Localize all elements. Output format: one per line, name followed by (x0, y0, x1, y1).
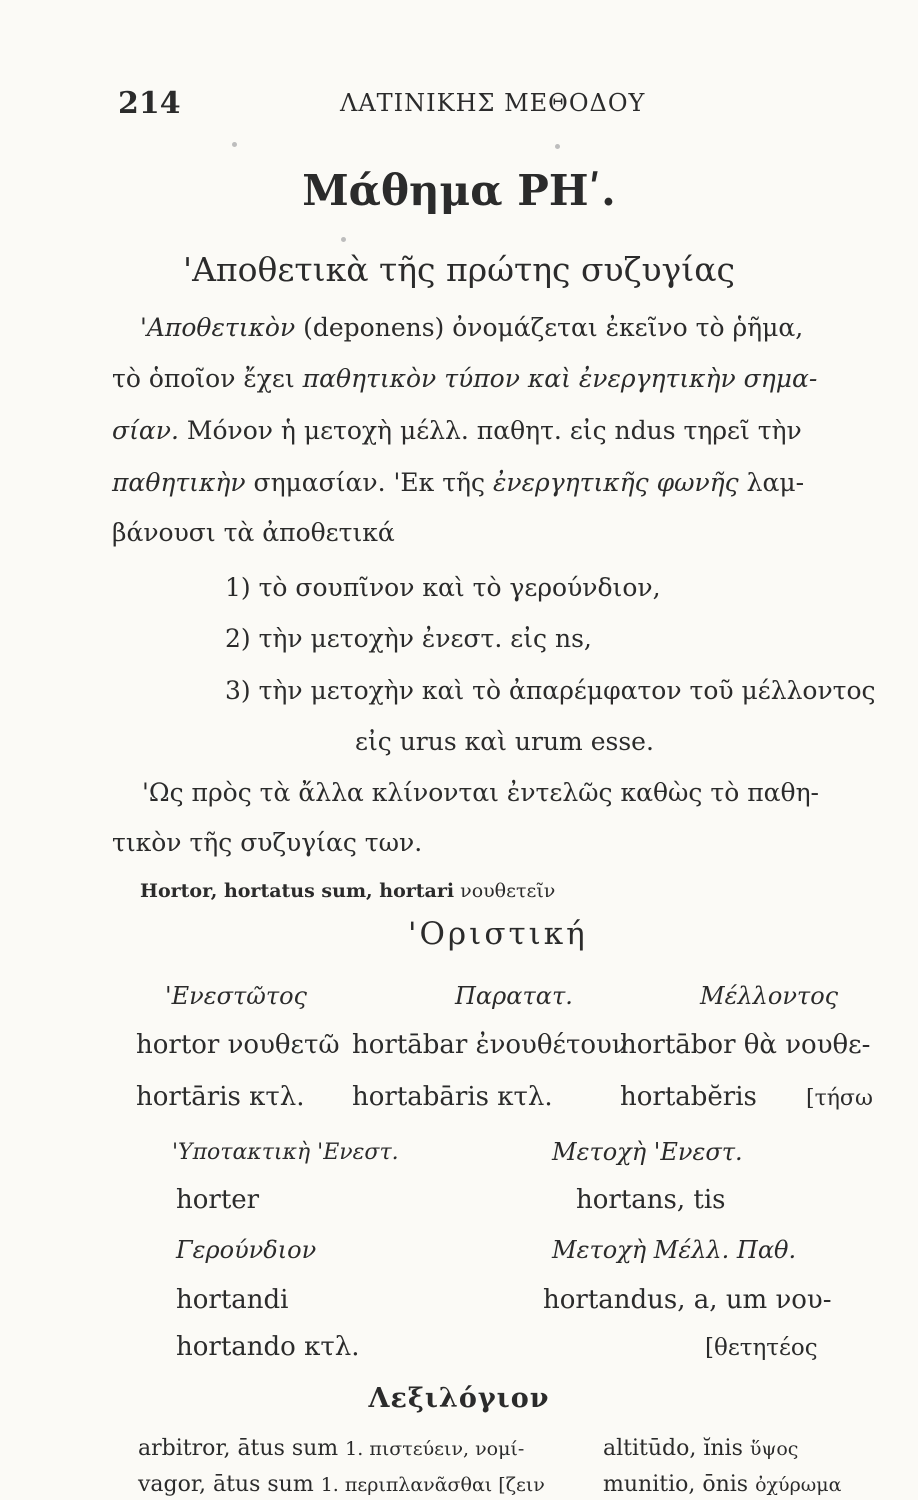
participle-present-title (552, 1138, 743, 1166)
vocab-latin: arbitror, ātus sum (138, 1436, 339, 1461)
vocabulary-title: Λεξιλόγιον (368, 1383, 550, 1414)
scan-speck (232, 142, 237, 147)
indicative-row2-present: hortāris κτλ. (136, 1082, 305, 1112)
list-item-3: 3) τὴν μετοχὴν καὶ τὸ ἀπαρέμφατον τοῦ μέλλοντος (225, 676, 876, 705)
para2-line-1: 'Ως πρὸς τὰ ἄλλα κλίνονται ἐντελῶς καθὼς τὸ παθη- (142, 778, 820, 807)
indicative-row1-future: hortābor θὰ νουθε- (620, 1030, 871, 1060)
subjunctive-title-a: 'Υποτακτικὴ (172, 1140, 311, 1165)
indicative-row2-imperfect: hortabāris κτλ. (352, 1082, 553, 1112)
vocab-latin: vagor, ātus sum (138, 1472, 314, 1497)
vocab-left-1 (138, 1436, 524, 1461)
gerund-form-1: hortandi (176, 1285, 289, 1315)
vocab-left-2 (138, 1472, 545, 1497)
intro-line-2 (112, 364, 817, 393)
indicative-title: 'Οριστική (408, 916, 588, 952)
verb-header-latin: Hortor, hortatus sum, hortari (140, 880, 455, 902)
list-item-2: 2) τὴν μετοχὴν ἐνεστ. εἰς ns, (225, 624, 592, 653)
participle-future-form-cont: [θετητέος (705, 1335, 818, 1361)
col-imperfect: Παρατατ. (455, 982, 573, 1010)
running-title: ΛΑΤΙΝΙΚΗΣ ΜΕΘΟΔΟΥ (340, 89, 646, 117)
vocab-latin: altitūdo, ĭnis (603, 1436, 743, 1461)
intro-line-1-text: (deponens) ὀνομάζεται ἐκεῖνο τὸ ῥῆμα, (303, 313, 804, 342)
list-item-1: 1) τὸ σουπῖνον καὶ τὸ γερούνδιον, (225, 573, 661, 602)
vocab-latin: munitio, ōnis (603, 1472, 749, 1497)
col-present: 'Ενεστῶτος (165, 982, 307, 1010)
page-number: 214 (118, 86, 181, 121)
subjunctive-title-b: 'Ενεστ. (317, 1140, 399, 1165)
intro-line-4-text-b: λαμ- (746, 468, 805, 497)
list-item-3-cont: εἰς urus καὶ urum esse. (355, 727, 654, 756)
scan-speck (341, 237, 346, 242)
subjunctive-title (172, 1140, 399, 1165)
intro-line-1 (140, 313, 803, 342)
participle-future-title-b: Μέλλ. (653, 1236, 730, 1264)
vocab-greek: 1. περιπλανᾶσθαι [ζειν (320, 1474, 545, 1496)
indicative-row1-imperfect: hortābar ἐνουθέτουν (352, 1030, 628, 1060)
scan-speck (555, 144, 560, 149)
intro-line-3-text: Μόνον ἡ μετοχὴ μέλλ. παθητ. εἰς ndus τηρεῖ τὴν (186, 416, 802, 445)
vocab-right-2 (603, 1472, 841, 1497)
intro-line-4-italic-a: παθητικὴν (112, 468, 246, 497)
subjunctive-form: horter (176, 1185, 260, 1215)
intro-line-5: βάνουσι τὰ ἀποθετικά (112, 518, 395, 547)
intro-line-4-italic-b: ἐνεργητικῆς φωνῆς (492, 468, 739, 497)
gerund-title: Γερούνδιον (176, 1236, 317, 1264)
participle-future-title-a: Μετοχὴ (552, 1236, 647, 1264)
vocab-right-1 (603, 1436, 798, 1461)
vocab-greek: 1. πιστεύειν, νομί- (345, 1438, 525, 1460)
verb-header-greek: νουθετεῖν (460, 880, 556, 902)
indicative-row2-future: hortabĕris (620, 1082, 757, 1112)
col-future: Μέλλοντος (700, 982, 839, 1010)
indicative-row2-cont: [τήσω (806, 1086, 873, 1111)
participle-future-form: hortandus, a, um νου- (543, 1285, 832, 1315)
intro-line-4-text-a: σημασίαν. 'Εκ τῆς (253, 468, 486, 497)
verb-header (140, 880, 555, 902)
participle-future-title (552, 1236, 796, 1264)
gerund-form-2: hortando κτλ. (176, 1332, 360, 1362)
vocab-greek: ὕψος (749, 1438, 799, 1460)
section-title: 'Αποθετικὰ τῆς πρώτης συζυγίας (183, 250, 735, 289)
participle-present-title-a: Μετοχὴ (552, 1138, 647, 1166)
intro-line-2-text: τὸ ὁποῖον ἔχει (112, 364, 295, 393)
participle-present-form: hortans, tis (576, 1185, 726, 1215)
participle-present-title-b: 'Ενεστ. (653, 1138, 743, 1166)
intro-term: 'Αποθετικὸν (140, 313, 296, 342)
participle-future-title-c: Παθ. (736, 1236, 797, 1264)
intro-line-4 (112, 468, 804, 497)
para2-line-2: τικὸν τῆς συζυγίας των. (112, 828, 423, 857)
intro-line-3 (112, 416, 802, 445)
lesson-title: Μάθημα ΡΗʹ. (302, 166, 616, 215)
intro-line-2-italic: παθητικὸν τύπον καὶ ἐνεργητικὴν σημα- (302, 364, 818, 393)
vocab-greek: ὀχύρωμα (755, 1474, 842, 1496)
indicative-row1-present: hortor νουθετῶ (136, 1030, 340, 1060)
intro-line-3-italic: σίαν. (112, 416, 179, 445)
